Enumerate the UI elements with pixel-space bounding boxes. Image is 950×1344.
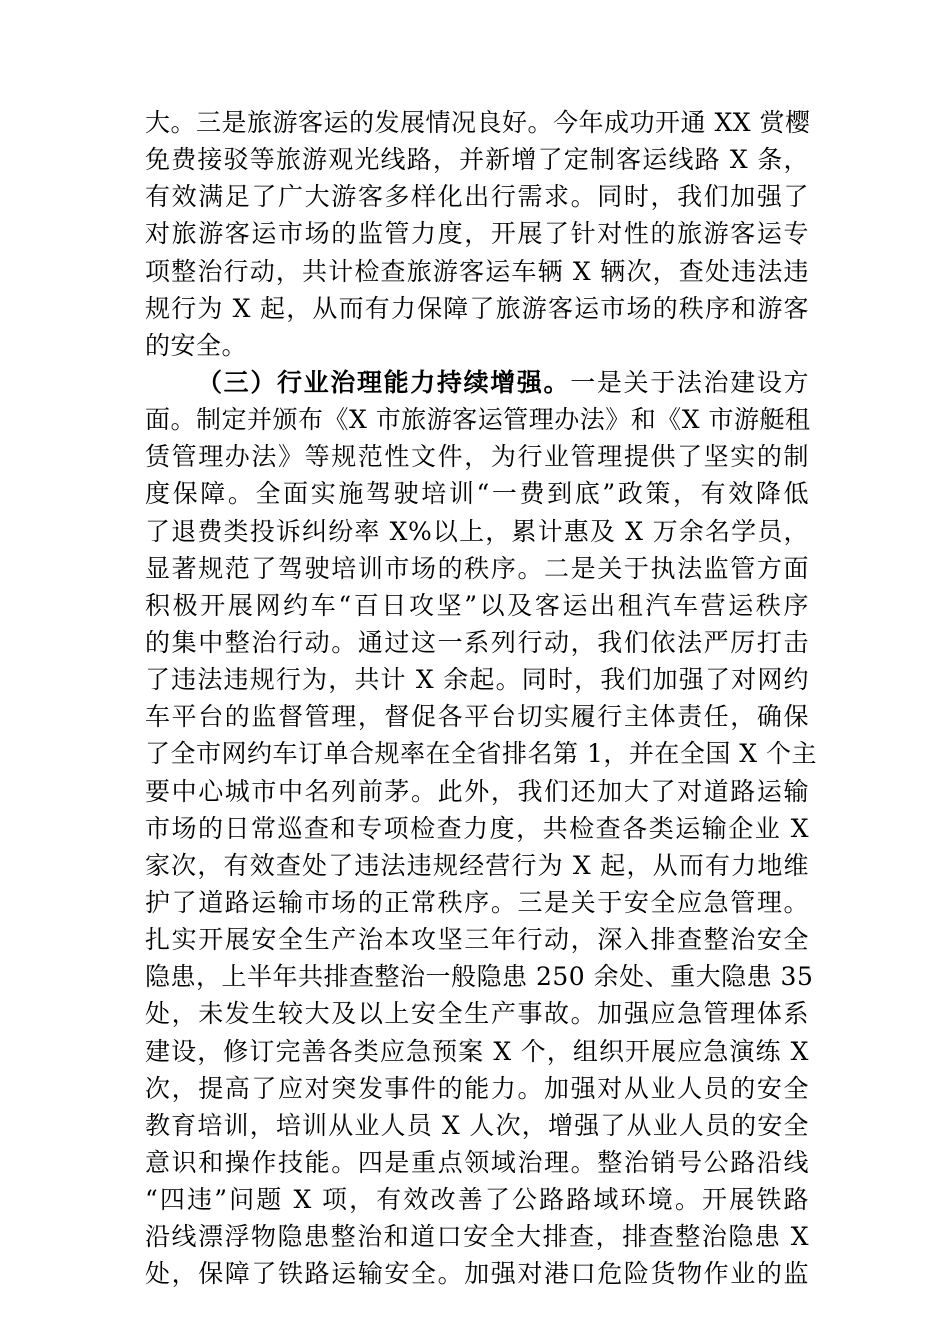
text-line: 规行为 X 起，从而有力保障了旅游客运市场的秩序和游客 xyxy=(145,293,809,323)
text-line: 处，保障了铁路运输安全。加强对港口危险货物作业的监 xyxy=(145,1259,809,1289)
text-line: 市场的日常巡查和专项检查力度，共检查各类运输企业 X xyxy=(145,813,809,843)
text-line: 处，未发生较大及以上安全生产事故。加强应急管理体系 xyxy=(145,999,809,1029)
text-line: 教育培训，培训从业人员 X 人次，增强了从业人员的安全 xyxy=(145,1110,809,1140)
text-line: 建设，修订完善各类应急预案 X 个，组织开展应急演练 X xyxy=(145,1036,809,1066)
text-line: 车平台的监督管理，督促各平台切实履行主体责任，确保 xyxy=(145,702,809,732)
text-line: “四违”问题 X 项，有效改善了公路路域环境。开展铁路 xyxy=(145,1185,809,1215)
text-line: 有效满足了广大游客多样化出行需求。同时，我们加强了 xyxy=(145,182,809,212)
text-line: 扎实开展安全生产治本攻坚三年行动，深入排查整治安全 xyxy=(145,925,809,955)
text-line: 了退费类投诉纠纷率 X%以上，累计惠及 X 万余名学员， xyxy=(145,516,809,546)
text-line: 次，提高了应对突发事件的能力。加强对从业人员的安全 xyxy=(145,1073,809,1103)
text-line: 免费接驳等旅游观光线路，并新增了定制客运线路 X 条， xyxy=(145,145,809,175)
section-heading: （三）行业治理能力持续增强。 xyxy=(197,367,571,397)
text-line: 沿线漂浮物隐患整治和道口安全大排查，排查整治隐患 X xyxy=(145,1222,809,1252)
text-line: 面。制定并颁布《X 市旅游客运管理办法》和《X 市游艇租 xyxy=(145,405,811,435)
text-line: 家次，有效查处了违法违规经营行为 X 起，从而有力地维 xyxy=(145,850,809,880)
text-line: 度保障。全面实施驾驶培训“一费到底”政策，有效降低 xyxy=(145,479,809,509)
text-line: 积极开展网约车“百日攻坚”以及客运出租汽车营运秩序 xyxy=(145,590,809,620)
text-line: 意识和操作技能。四是重点领域治理。整治销号公路沿线 xyxy=(145,1147,809,1177)
text-line: 的安全。 xyxy=(145,330,248,360)
text-line: 的集中整治行动。通过这一系列行动，我们依法严厉打击 xyxy=(145,627,809,657)
text-line: 了违法违规行为，共计 X 余起。同时，我们加强了对网约 xyxy=(145,665,809,695)
text-line: 要中心城市中名列前茅。此外，我们还加大了对道路运输 xyxy=(145,776,809,806)
text-line: 大。三是旅游客运的发展情况良好。今年成功开通 XX 赏樱 xyxy=(145,108,811,137)
text-line: 对旅游客运市场的监管力度，开展了针对性的旅游客运专 xyxy=(145,219,809,249)
text-line: 一是关于法治建设方 xyxy=(570,367,809,397)
body-text xyxy=(145,104,818,1293)
text-line: 赁管理办法》等规范性文件，为行业管理提供了坚实的制 xyxy=(145,442,809,472)
text-line: 了全市网约车订单合规率在全省排名第 1，并在全国 X 个主 xyxy=(145,739,818,769)
text-line: 隐患，上半年共排查整治一般隐患 250 余处、重大隐患 35 xyxy=(145,962,814,992)
text-line: 项整治行动，共计检查旅游客运车辆 X 辆次，查处违法违 xyxy=(145,256,809,286)
text-line: 护了道路运输市场的正常秩序。三是关于安全应急管理。 xyxy=(145,887,809,917)
text-line: 显著规范了驾驶培训市场的秩序。二是关于执法监管方面 xyxy=(145,553,809,583)
section-heading-line xyxy=(145,364,809,401)
